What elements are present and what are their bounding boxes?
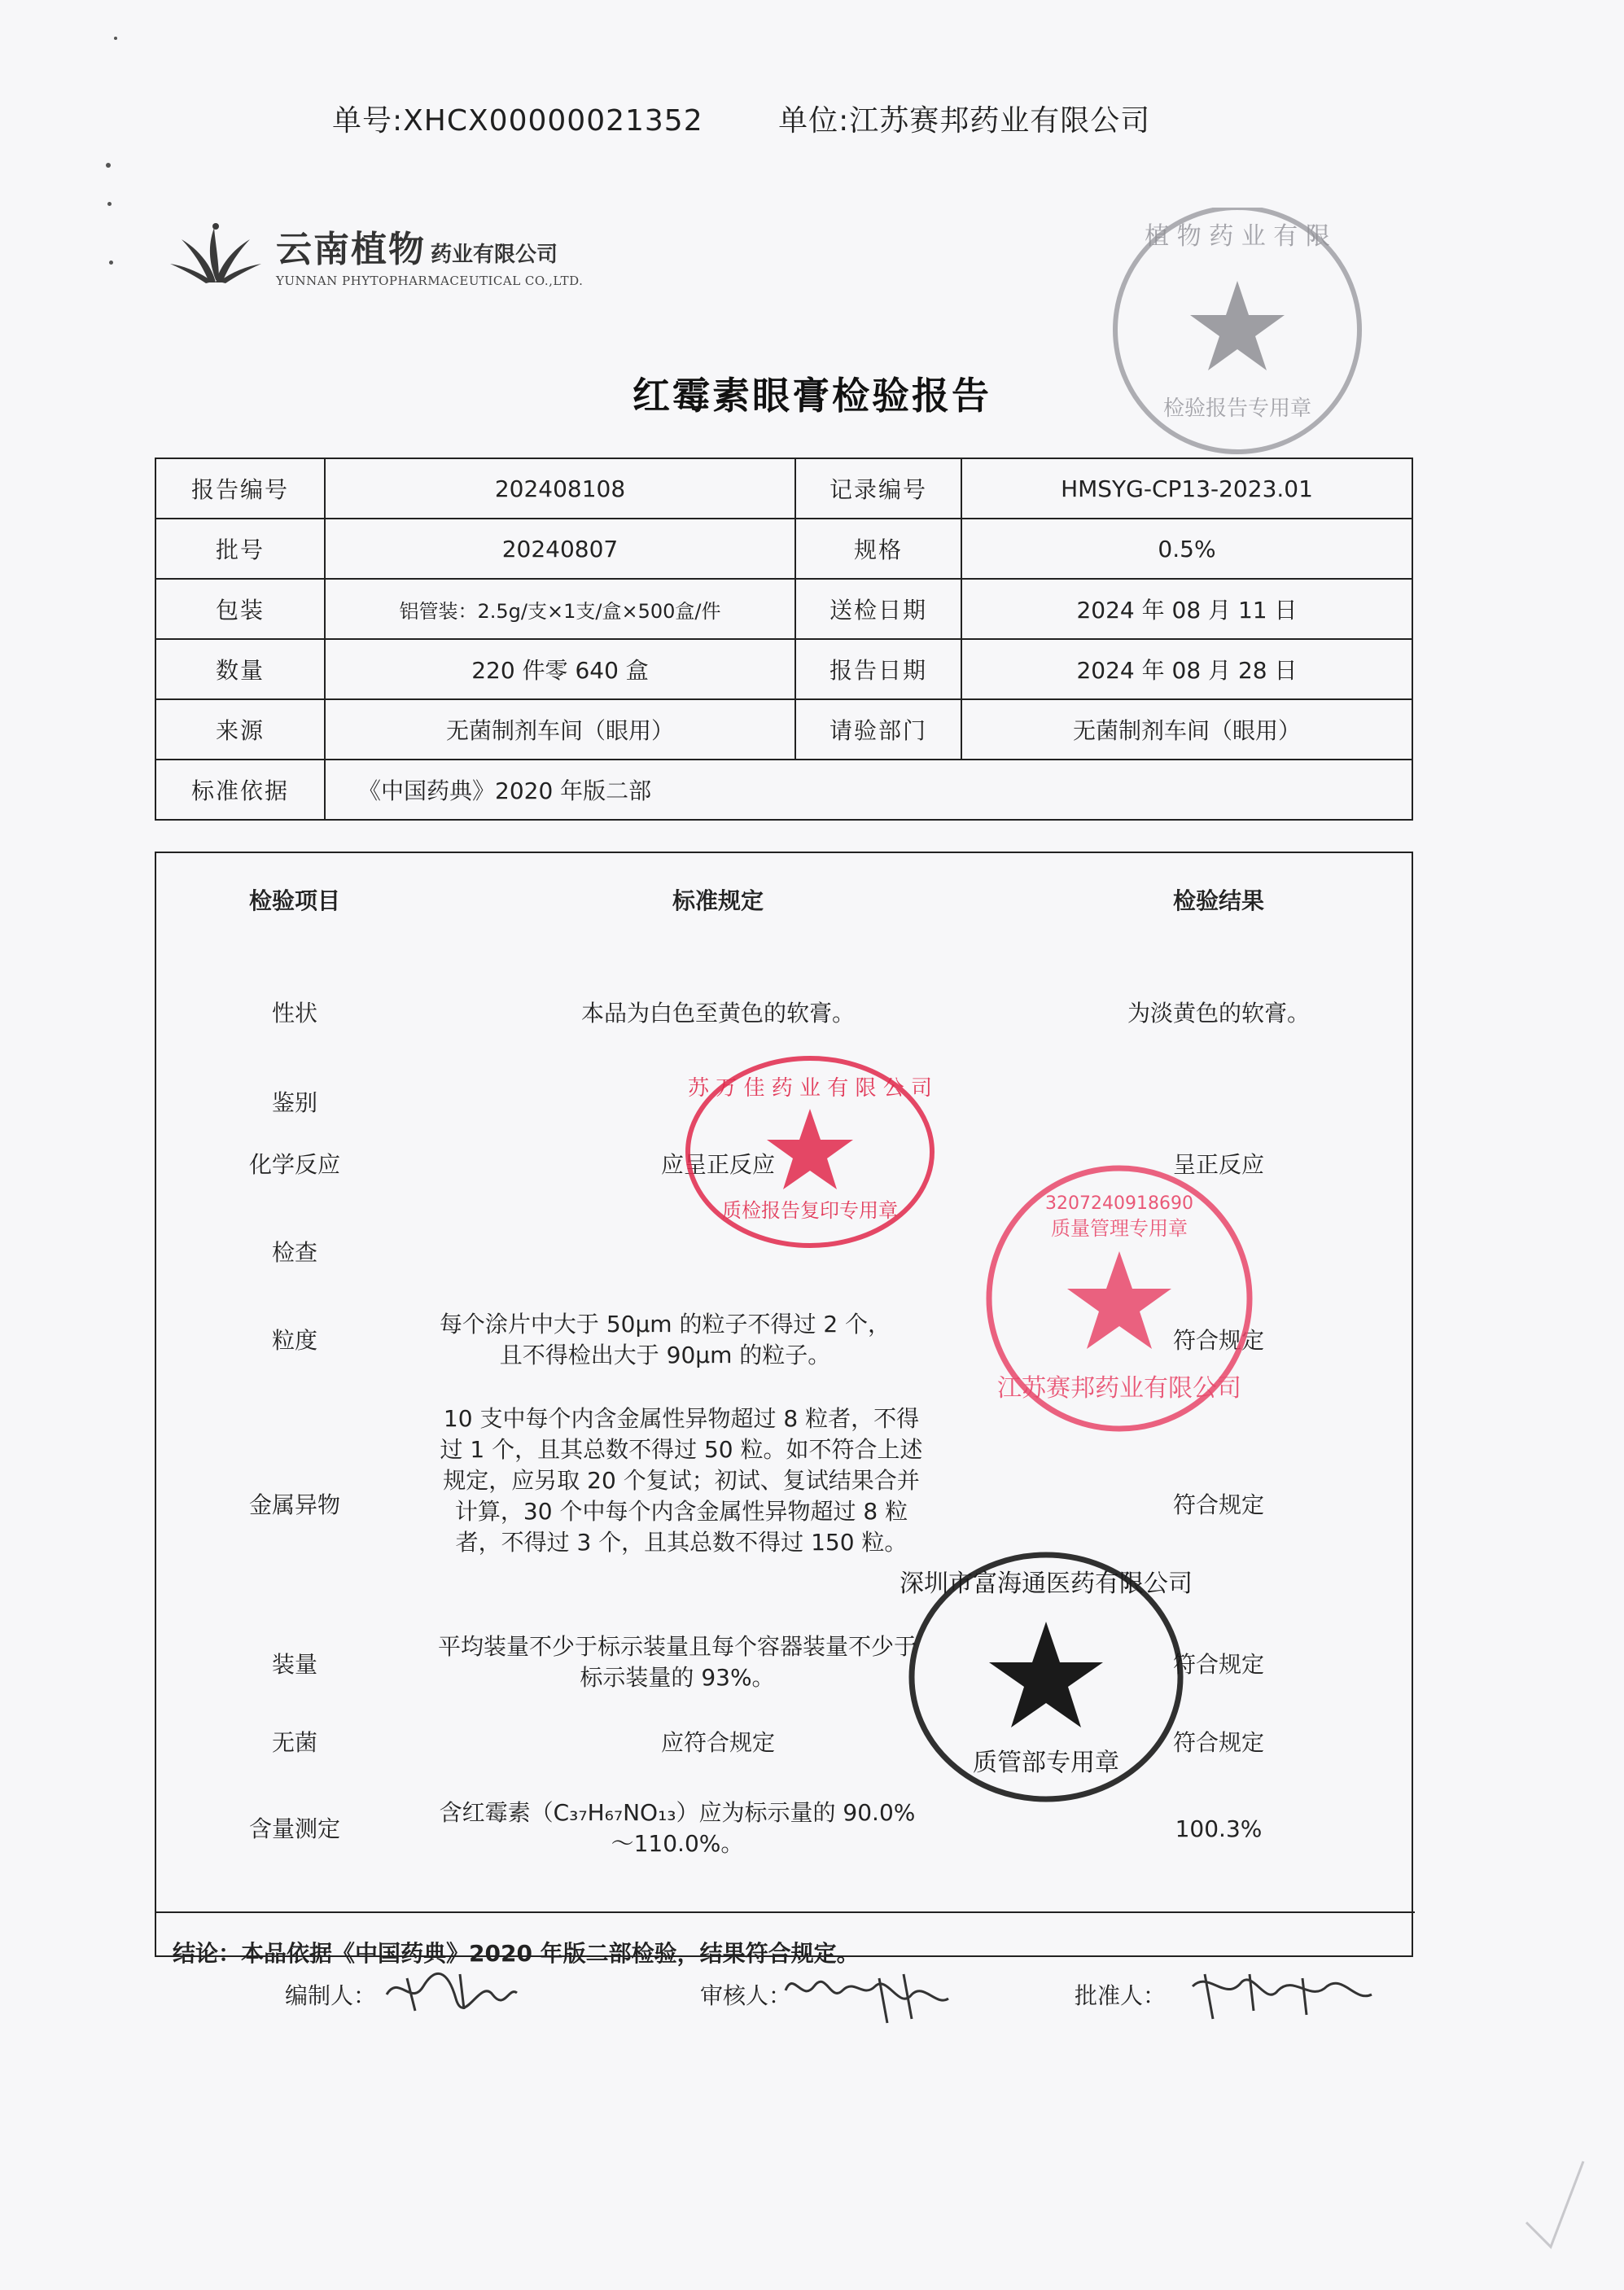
item-metal-particles: 金属异物 bbox=[248, 1491, 340, 1518]
report-title: 红霉素眼膏检验报告 bbox=[633, 374, 991, 418]
unit-name: 江苏赛邦药业有限公司 bbox=[849, 104, 1151, 138]
col-header-item: 检验项目 bbox=[248, 887, 340, 914]
reviewed-by-signature bbox=[781, 1962, 952, 2027]
result-sterility: 符合规定 bbox=[1172, 1729, 1264, 1756]
svg-text:苏 万 佳 药 业 有 限 公 司: 苏 万 佳 药 业 有 限 公 司 bbox=[687, 1076, 933, 1101]
table-row bbox=[155, 458, 1412, 519]
approved-by-signature bbox=[1188, 1962, 1376, 2027]
dept-label: 请验部门 bbox=[795, 699, 961, 760]
doc-no: XHCX00000021352 bbox=[403, 104, 703, 138]
source-value: 无菌制剂车间（眼用） bbox=[325, 699, 795, 760]
record-no-value: HMSYG-CP13-2023.01 bbox=[961, 458, 1412, 519]
submit-date-value: 2024 年 08 月 11 日 bbox=[961, 579, 1412, 639]
company-logo bbox=[167, 220, 583, 288]
logo-cn-suffix: 药业有限公司 bbox=[431, 243, 558, 267]
item-identification: 鉴别 bbox=[271, 1089, 317, 1116]
doc-no-label: 单号: bbox=[332, 104, 404, 138]
result-metal-particles: 符合规定 bbox=[1172, 1491, 1264, 1518]
report-no-label: 报告编号 bbox=[155, 458, 325, 519]
unit-label: 单位: bbox=[778, 104, 850, 138]
standard-sterility: 应符合规定 bbox=[660, 1729, 775, 1756]
table-row bbox=[155, 639, 1412, 699]
report-info-table bbox=[155, 458, 1413, 821]
standard-value: 《中国药典》2020 年版二部 bbox=[325, 760, 1412, 820]
black-quality-dept-seal bbox=[900, 1547, 1193, 1807]
col-header-standard: 标准规定 bbox=[672, 887, 764, 914]
result-fill-volume: 符合规定 bbox=[1172, 1651, 1264, 1678]
item-inspection: 检查 bbox=[271, 1239, 317, 1266]
reviewed-by-label: 审核人： bbox=[700, 1982, 792, 2009]
source-label: 来源 bbox=[155, 699, 325, 760]
standard-assay: 含红霉素（C₃₇H₆₇NO₁₃）应为标示量的 90.0%～110.0%。 bbox=[439, 1799, 916, 1857]
leaf-logo-icon bbox=[167, 221, 265, 287]
item-assay: 含量测定 bbox=[248, 1815, 340, 1842]
document-header-line bbox=[332, 98, 1150, 139]
quantity-value: 220 件零 640 盒 bbox=[325, 639, 795, 699]
standard-appearance: 本品为白色至黄色的软膏。 bbox=[580, 1000, 855, 1027]
batch-label: 批号 bbox=[155, 519, 325, 579]
standard-label: 标准依据 bbox=[155, 760, 325, 820]
report-no-value: 202408108 bbox=[325, 458, 795, 519]
result-particle-size: 符合规定 bbox=[1172, 1327, 1264, 1354]
standard-chem-reaction: 应呈正反应 bbox=[660, 1151, 775, 1178]
svg-text:植 物 药 业 有 限: 植 物 药 业 有 限 bbox=[1145, 222, 1330, 251]
red-quality-management-seal bbox=[981, 1160, 1258, 1437]
gray-company-seal bbox=[1083, 208, 1392, 468]
table-row bbox=[155, 699, 1412, 760]
item-appearance: 性状 bbox=[271, 1000, 317, 1027]
col-header-result: 检验结果 bbox=[1172, 887, 1264, 914]
standard-metal-particles: 10 支中每个内含金属性异物超过 8 粒者，不得过 1 个，且其总数不得过 50 粒。如不符合上述规定，应另取 20 个复试；初试、复试结果合并计算，30 个中每个内含金属性异物超过 8 粒者，不得过 3 个，且其总数不得过 150 粒。 bbox=[440, 1405, 923, 1556]
report-date-label: 报告日期 bbox=[795, 639, 961, 699]
item-particle-size: 粒度 bbox=[271, 1327, 317, 1354]
standard-particle-size: 每个涂片中大于 50μm 的粒子不得过 2 个，且不得检出大于 90μm 的粒子。 bbox=[439, 1311, 891, 1368]
item-fill-volume: 装量 bbox=[271, 1651, 317, 1678]
spec-label: 规格 bbox=[795, 519, 961, 579]
scan-speck bbox=[107, 202, 112, 206]
item-sterility: 无菌 bbox=[271, 1729, 317, 1756]
table-row bbox=[155, 760, 1412, 820]
batch-value: 20240807 bbox=[325, 519, 795, 579]
svg-text:3207240918690: 3207240918690 bbox=[1045, 1193, 1193, 1214]
scan-speck bbox=[109, 261, 113, 265]
svg-text:江苏赛邦药业有限公司: 江苏赛邦药业有限公司 bbox=[997, 1374, 1241, 1403]
red-quality-seal-oval bbox=[680, 1050, 940, 1254]
scan-speck bbox=[106, 163, 111, 168]
report-date-value: 2024 年 08 月 28 日 bbox=[961, 639, 1412, 699]
svg-text:检验报告专用章: 检验报告专用章 bbox=[1162, 396, 1312, 421]
result-chem-reaction: 呈正反应 bbox=[1172, 1151, 1264, 1178]
spec-value: 0.5% bbox=[961, 519, 1412, 579]
result-appearance: 为淡黄色的软膏。 bbox=[1127, 1000, 1310, 1027]
prepared-by-signature bbox=[383, 1962, 521, 2019]
result-assay: 100.3% bbox=[1175, 1815, 1263, 1842]
package-value: 铝管装：2.5g/支×1支/盒×500盒/件 bbox=[325, 579, 795, 639]
package-label: 包装 bbox=[155, 579, 325, 639]
record-no-label: 记录编号 bbox=[795, 458, 961, 519]
svg-text:质量管理专用章: 质量管理专用章 bbox=[1051, 1217, 1188, 1240]
svg-text:质管部专用章: 质管部专用章 bbox=[973, 1749, 1119, 1777]
table-row bbox=[155, 579, 1412, 639]
logo-cn-name: 云南植物 bbox=[276, 229, 426, 270]
logo-en-name: YUNNAN PHYTOPHARMACEUTICAL CO.,LTD. bbox=[276, 274, 584, 288]
standard-fill-volume: 平均装量不少于标示装量且每个容器装量不少于标示装量的 93%。 bbox=[437, 1633, 917, 1691]
prepared-by-label: 编制人： bbox=[285, 1982, 377, 2009]
svg-text:深圳市富海通医药有限公司: 深圳市富海通医药有限公司 bbox=[900, 1570, 1193, 1598]
conclusion: 结论：本品依据《中国药典》2020 年版二部检验，结果符合规定。 bbox=[156, 1911, 1415, 1968]
scan-speck bbox=[114, 37, 117, 40]
svg-text:质检报告复印专用章: 质检报告复印专用章 bbox=[722, 1199, 898, 1222]
table-row bbox=[155, 519, 1412, 579]
item-chem-reaction: 化学反应 bbox=[248, 1151, 340, 1178]
dept-value: 无菌制剂车间（眼用） bbox=[961, 699, 1412, 760]
faint-check-mark bbox=[1522, 2157, 1587, 2255]
approved-by-label: 批准人： bbox=[1075, 1982, 1167, 2009]
quantity-label: 数量 bbox=[155, 639, 325, 699]
submit-date-label: 送检日期 bbox=[795, 579, 961, 639]
